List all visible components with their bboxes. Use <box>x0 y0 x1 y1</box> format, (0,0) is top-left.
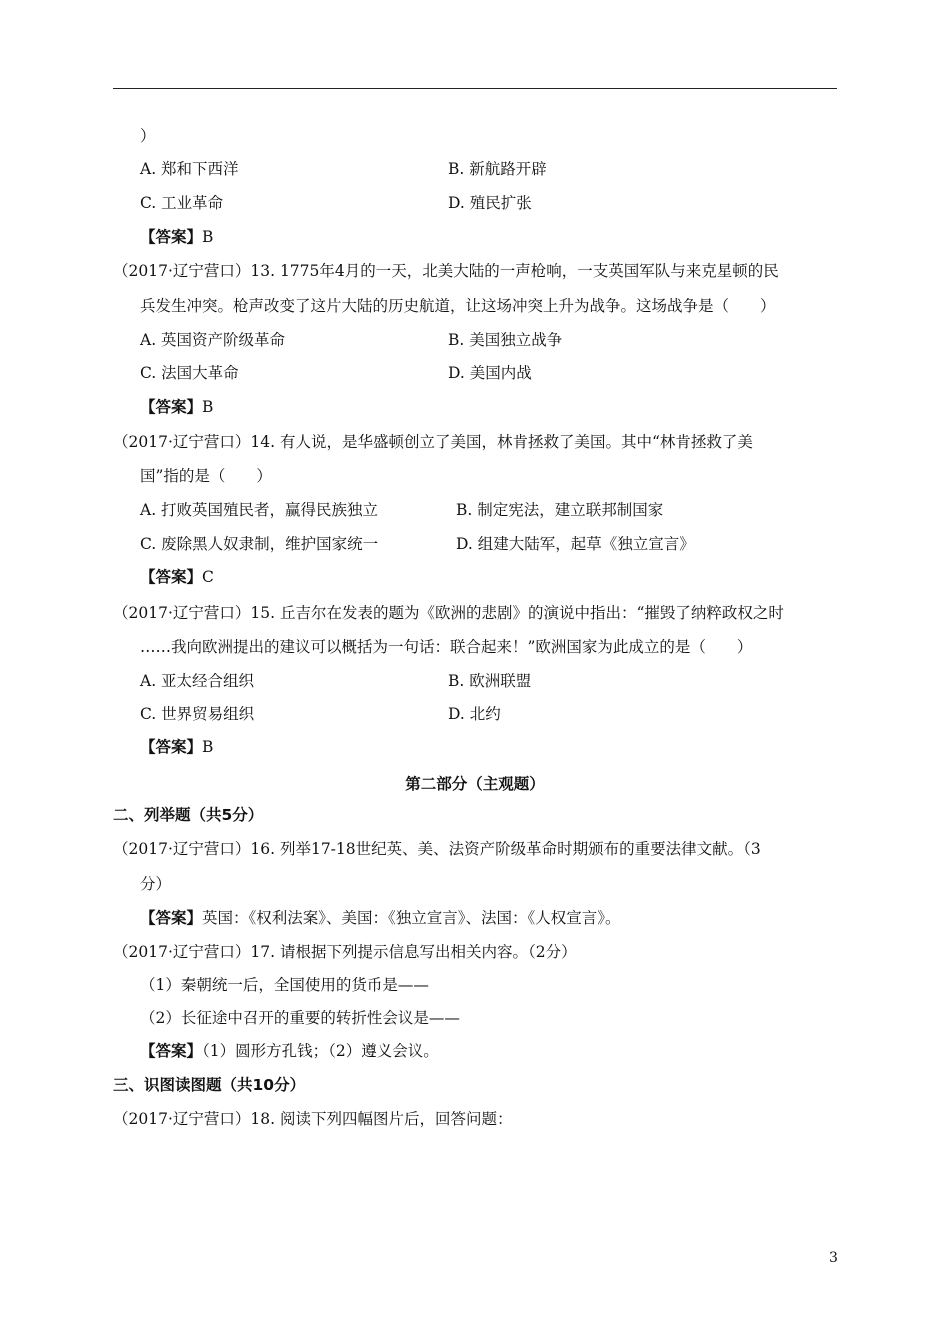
q17-sub1: （1）秦朝统一后，全国使用的货币是—— <box>140 976 429 994</box>
q14-stem-line1: （2017·辽宁营口）14. 有人说，是华盛顿创立了美国，林肯拯救了美国。其中“林肯拯救了美 <box>113 433 753 451</box>
answer-value: B <box>202 228 214 246</box>
q13-stem-line1: （2017·辽宁营口）13. 1775年4月的一天，北美大陆的一声枪响，一支英国军队与来克星顿的民 <box>113 262 779 280</box>
section3-title: 三、识图读图题（共10分） <box>113 1076 306 1094</box>
answer-value: （1）圆形方孔钱；（2）遵义会议。 <box>202 1042 439 1060</box>
answer-value: 英国：《权利法案》、美国：《独立宣言》、法国：《人权宣言》。 <box>202 909 621 927</box>
q12-answer <box>140 227 213 247</box>
q15-answer <box>140 737 213 757</box>
q13-option-d: D. 美国内战 <box>448 364 532 382</box>
q12-option-a: A. 郑和下西洋 <box>140 160 239 178</box>
q14-answer <box>140 567 214 587</box>
q13-answer <box>140 397 213 417</box>
q13-option-a: A. 英国资产阶级革命 <box>140 331 286 349</box>
q15-option-b: B. 欧洲联盟 <box>448 672 532 690</box>
q14-option-a: A. 打败英国殖民者，赢得民族独立 <box>140 501 379 519</box>
q12-tail: ） <box>140 127 156 145</box>
section2-title: 二、列举题（共5分） <box>113 806 264 824</box>
q18-stem: （2017·辽宁营口）18. 阅读下列四幅图片后，回答问题： <box>113 1110 513 1128</box>
q14-option-c: C. 废除黑人奴隶制，维护国家统一 <box>140 535 379 553</box>
q13-stem-line2: 兵发生冲突。枪声改变了这片大陆的历史航道，让这场冲突上升为战争。这场战争是（ ） <box>140 297 776 315</box>
header-rule <box>113 88 837 89</box>
q17-answer <box>140 1041 439 1061</box>
answer-label: 【答案】 <box>140 397 203 416</box>
q16-stem-line1: （2017·辽宁营口）16. 列举17-18世纪英、美、法资产阶级革命时期颁布的重要法律文献。（3 <box>113 840 761 858</box>
q14-stem-line2: 国”指的是（ ） <box>140 467 272 485</box>
q15-option-d: D. 北约 <box>448 705 501 723</box>
q17-sub2: （2）长征途中召开的重要的转折性会议是—— <box>140 1009 460 1027</box>
part2-title: 第二部分（主观题） <box>405 775 545 793</box>
q16-stem-line2: 分） <box>140 875 172 893</box>
q13-option-b: B. 美国独立战争 <box>448 331 563 349</box>
q13-option-c: C. 法国大革命 <box>140 364 239 382</box>
q17-stem: （2017·辽宁营口）17. 请根据下列提示信息写出相关内容。（2分） <box>113 943 577 961</box>
answer-label: 【答案】 <box>140 1041 203 1060</box>
answer-label: 【答案】 <box>140 227 203 246</box>
answer-label: 【答案】 <box>140 737 203 756</box>
q16-answer <box>140 908 621 928</box>
q12-option-b: B. 新航路开辟 <box>448 160 547 178</box>
q14-option-d: D. 组建大陆军，起草《独立宣言》 <box>456 535 695 553</box>
q15-stem-line2: ……我向欧洲提出的建议可以概括为一句话：联合起来！”欧洲国家为此成立的是（ ） <box>140 638 753 656</box>
page-number: 3 <box>829 1250 838 1266</box>
q12-option-d: D. 殖民扩张 <box>448 194 532 212</box>
q15-stem-line1: （2017·辽宁营口）15. 丘吉尔在发表的题为《欧洲的悲剧》的演说中指出：“摧毁了纳粹政权之时 <box>113 604 784 622</box>
answer-label: 【答案】 <box>140 567 203 586</box>
q14-option-b: B. 制定宪法，建立联邦制国家 <box>456 501 664 519</box>
q15-option-a: A. 亚太经合组织 <box>140 672 255 690</box>
q12-option-c: C. 工业革命 <box>140 194 224 212</box>
q15-option-c: C. 世界贸易组织 <box>140 705 255 723</box>
answer-value: B <box>202 738 214 756</box>
answer-label: 【答案】 <box>140 908 203 927</box>
answer-value: B <box>202 398 214 416</box>
answer-value: C <box>202 568 214 586</box>
